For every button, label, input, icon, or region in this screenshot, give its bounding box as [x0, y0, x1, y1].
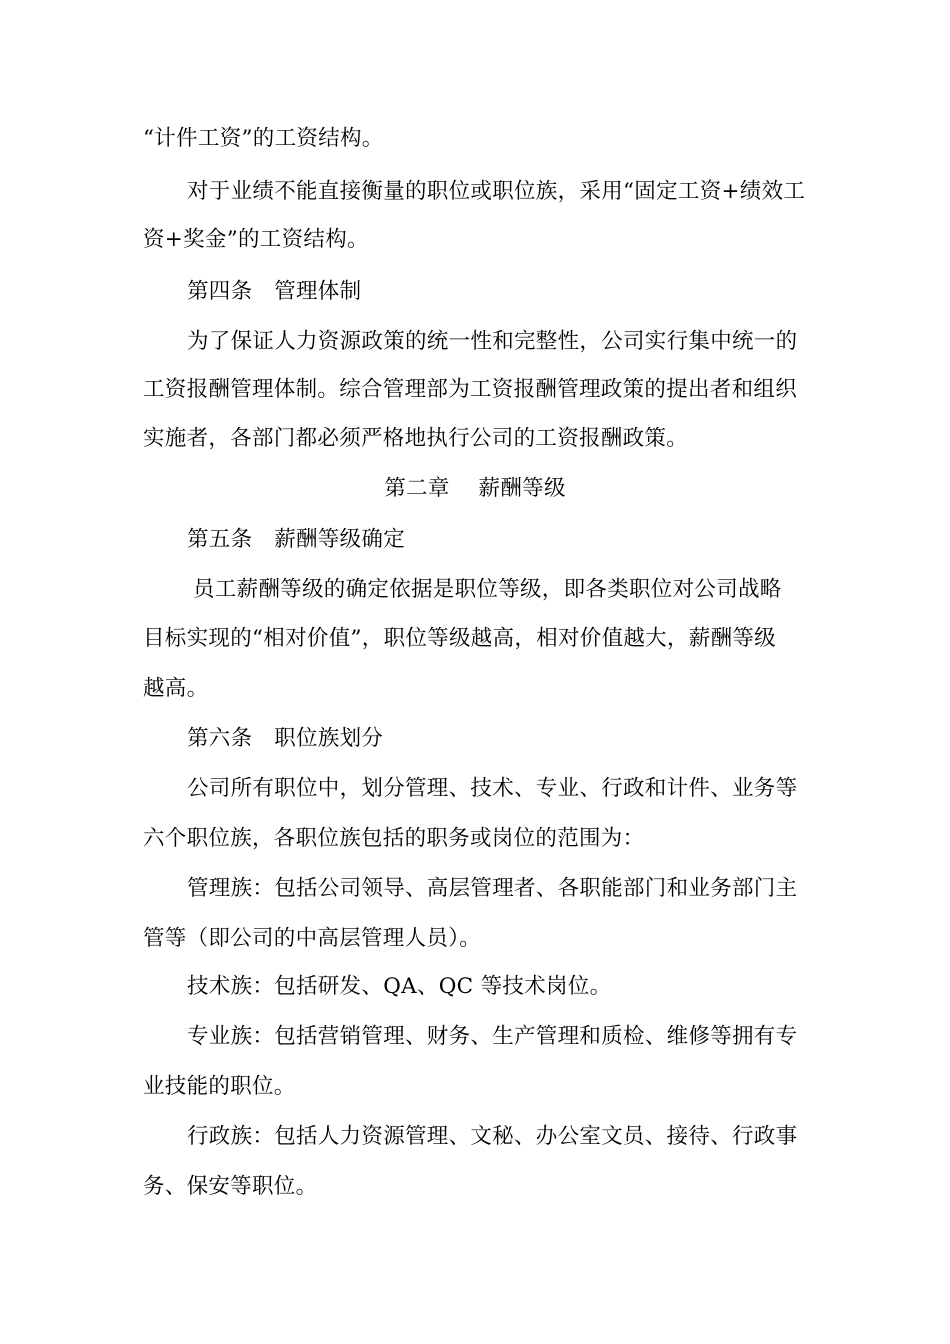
text-line: 专业族：包括营销管理、财务、生产管理和质检、维修等拥有专 [187, 1024, 798, 1049]
article-heading: 第六条 职位族划分 [187, 726, 384, 751]
text-line: 公司所有职位中，划分管理、技术、专业、行政和计件、业务等 [187, 776, 798, 801]
text-line: 目标实现的“相对价值”，职位等级越高，相对价值越大，薪酬等级 [143, 626, 776, 651]
text-line: “计件工资”的工资结构。 [143, 126, 384, 151]
text-line: 务、保安等职位。 [143, 1174, 318, 1199]
text-line: 行政族：包括人力资源管理、文秘、办公室文员、接待、行政事 [187, 1124, 798, 1149]
chapter-heading: 第二章 薪酬等级 [384, 476, 566, 501]
text-line: 工资报酬管理体制。综合管理部为工资报酬管理政策的提出者和组织 [143, 377, 798, 402]
text-line: 技术族：包括研发、QA、QC 等技术岗位。 [187, 974, 612, 999]
article-heading: 第五条 薪酬等级确定 [187, 527, 406, 552]
text-line: 为了保证人力资源政策的统一性和完整性，公司实行集中统一的 [187, 329, 798, 354]
text-line: 六个职位族，各职位族包括的职务或岗位的范围为： [143, 826, 645, 851]
text-line: 越高。 [143, 676, 209, 701]
text-line: 实施者，各部门都必须严格地执行公司的工资报酬政策。 [143, 426, 689, 451]
text-line: 业技能的职位。 [143, 1074, 296, 1099]
text-line: 管等（即公司的中高层管理人员）。 [143, 926, 482, 951]
article-heading: 第四条 管理体制 [187, 279, 362, 304]
text-line: 对于业绩不能直接衡量的职位或职位族，采用“固定工资+绩效工 [187, 179, 806, 204]
text-line: 管理族：包括公司领导、高层管理者、各职能部门和业务部门主 [187, 876, 798, 901]
text-line: 员工薪酬等级的确定依据是职位等级，即各类职位对公司战略 [193, 577, 782, 602]
text-line: 资+奖金”的工资结构。 [143, 227, 369, 252]
